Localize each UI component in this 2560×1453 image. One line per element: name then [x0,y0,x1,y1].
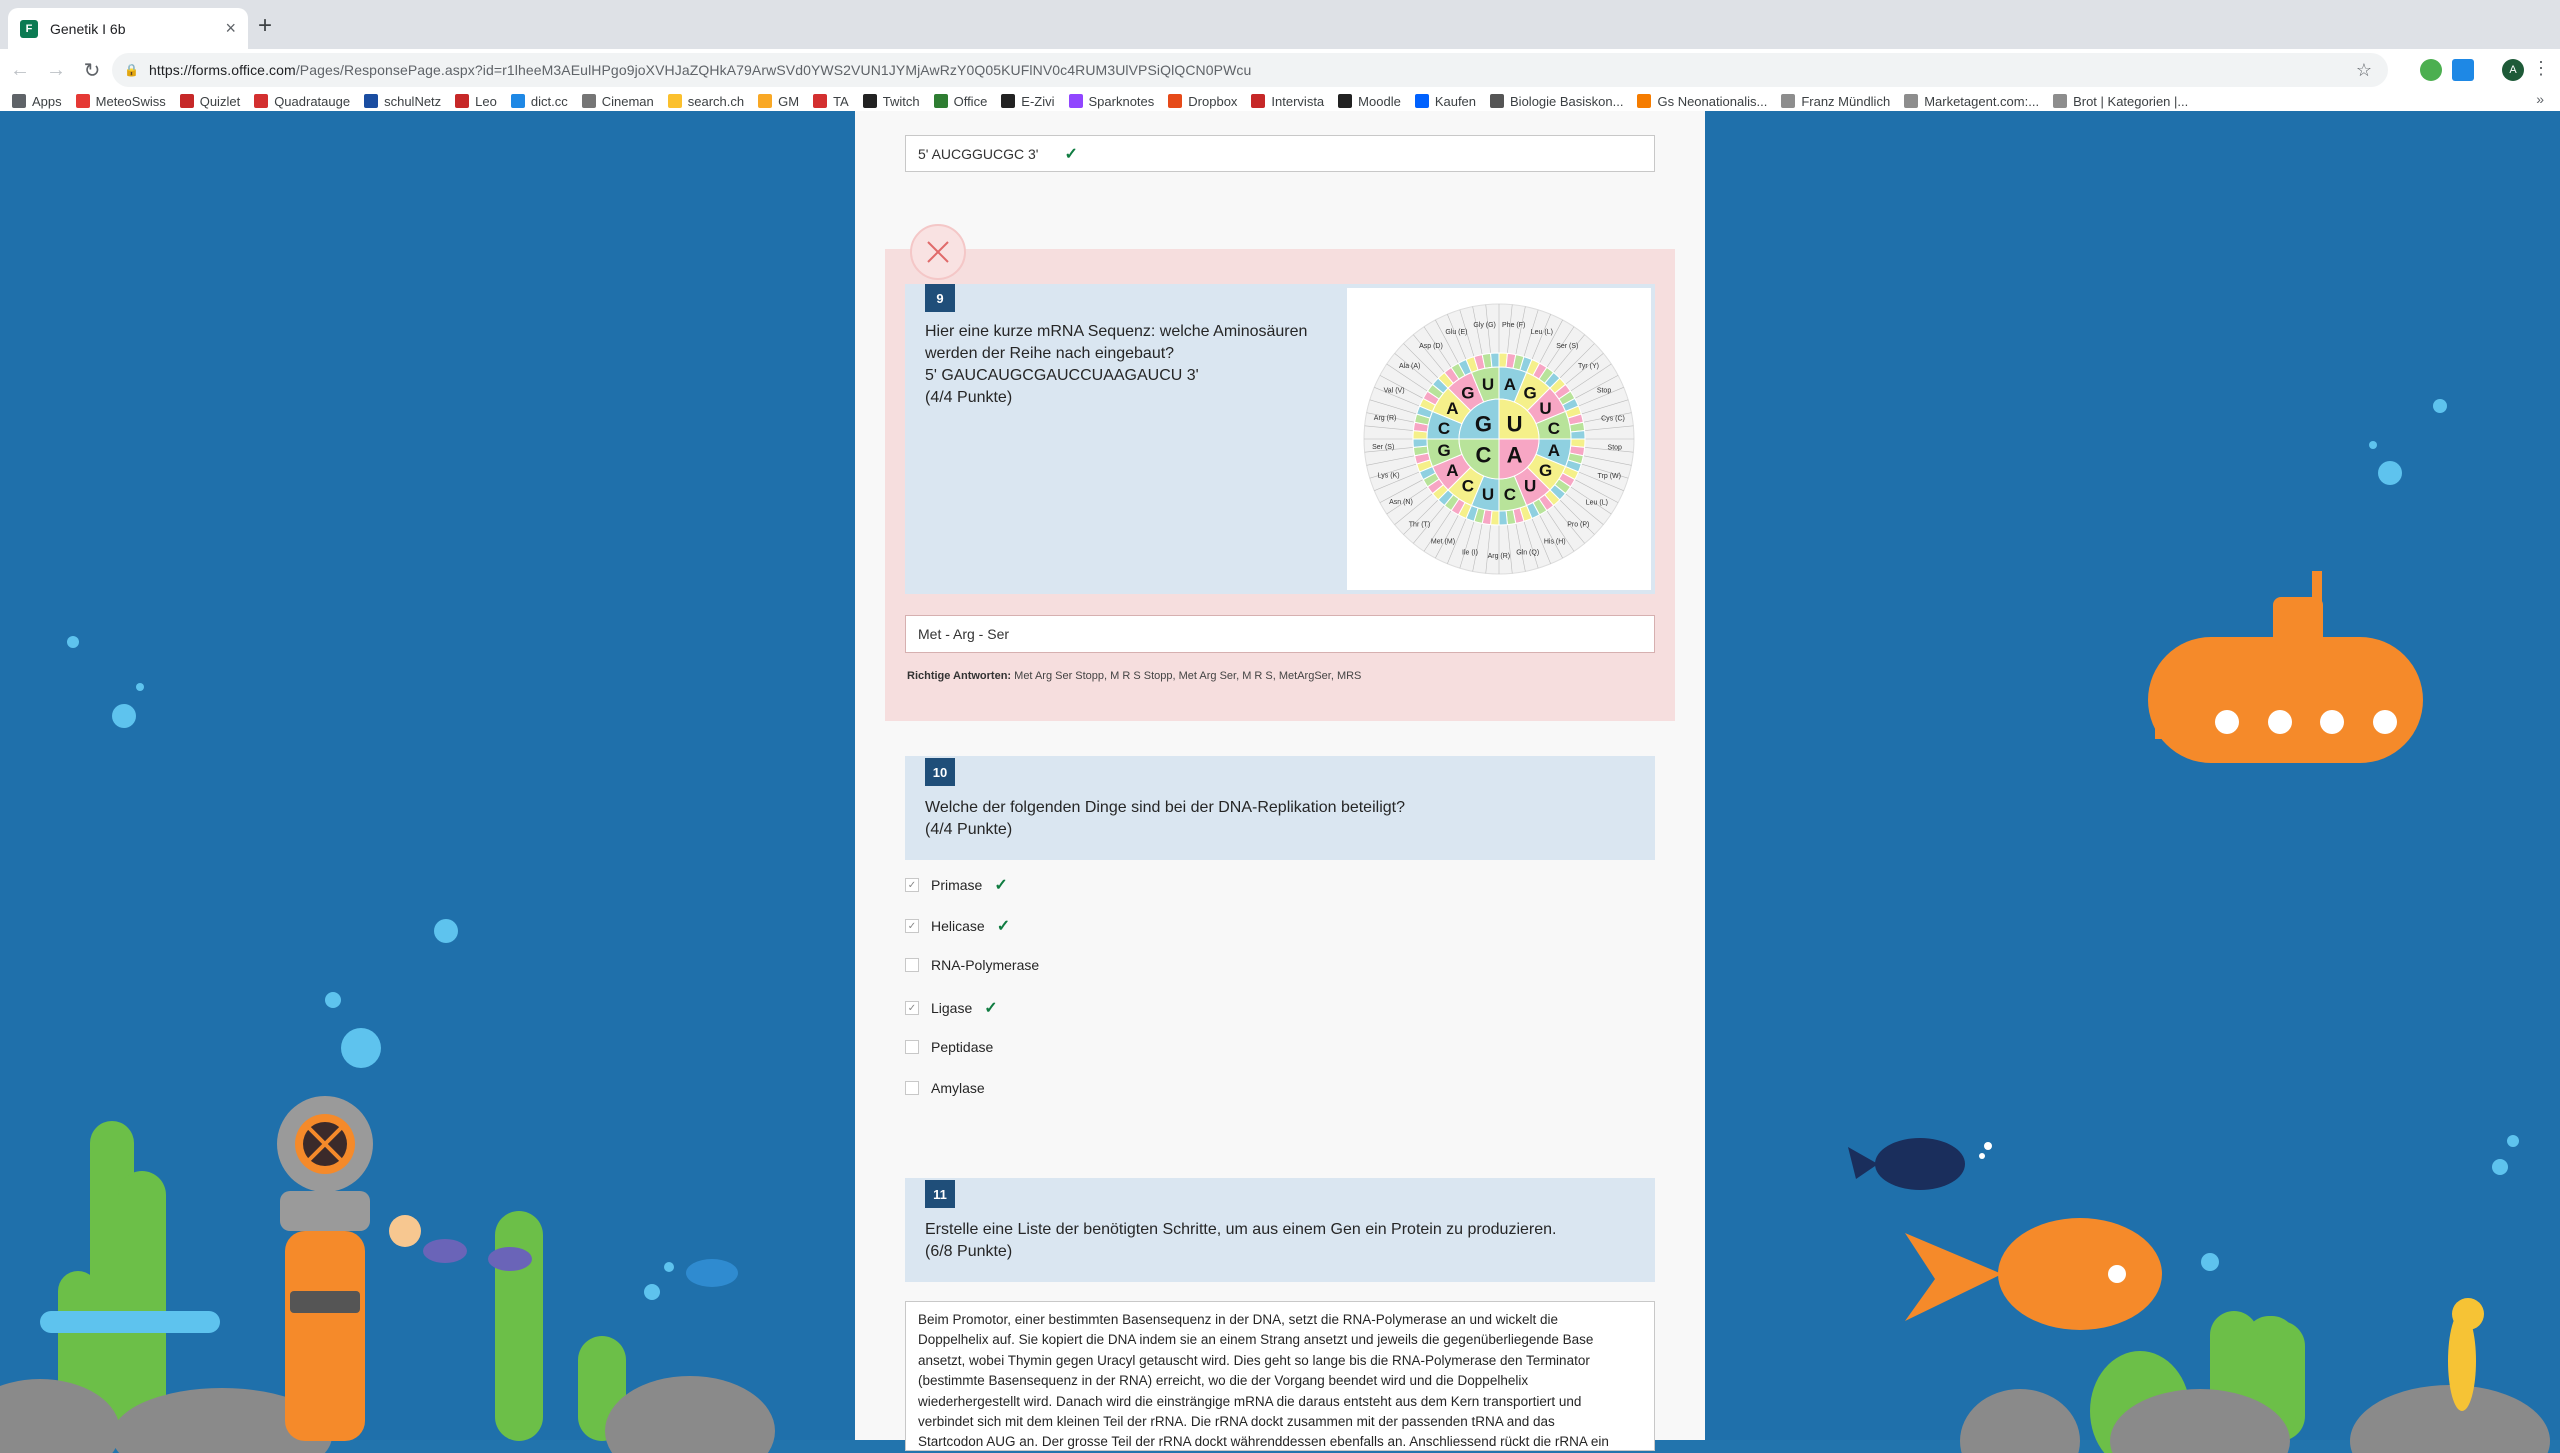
option-label: Primase [931,877,983,893]
checkbox[interactable] [905,1081,919,1095]
bookmark-favicon-icon [1415,94,1429,108]
wheel-amino-acid-label: Thr (T) [1408,521,1431,529]
bookmark-label: Franz Mündlich [1801,93,1891,109]
wheel-third-base-cell [1491,353,1499,367]
q11-card [905,1178,1655,1282]
wheel-second-base-label: U [1523,476,1537,496]
wheel-amino-acid-label: Ala (A) [1399,362,1421,370]
bookmark-favicon-icon [934,94,948,108]
wheel-second-base-label: C [1503,484,1517,504]
bookmark-favicon-icon [2053,94,2067,108]
wheel-amino-acid-label: Stop [1596,387,1612,395]
bookmark-label: Dropbox [1188,93,1238,109]
q10-option[interactable] [905,998,998,1018]
question-number-badge: 11 [925,1180,955,1208]
q10-question-text: Welche der folgenden Dinge sind bei der DNA-Replikation beteiligt? (4/4 Punkte) [925,799,1405,838]
bookmark-favicon-icon [1251,94,1265,108]
wheel-second-base-label: U [1481,484,1495,504]
bookmark-label: Sparknotes [1088,93,1155,109]
bookmark-label: schulNetz [384,93,442,109]
essay-line: Doppelhelix auf. Sie kopiert die DNA indem sie an einem Strang ansetzt und jeweils die gegenüberliegende Base [918,1332,1594,1348]
wheel-second-base-label: G [1538,461,1553,481]
bookmark-item[interactable] [1637,94,1767,109]
essay-line: Startcodon AUG an. Der grosse Teil der rRNA dockt währenddessen ebenfalls an. Anschliessend rückt die rRNA ein [918,1434,1609,1450]
close-tab-icon[interactable]: × [225,18,236,38]
bookmark-item[interactable] [1168,94,1237,109]
wheel-amino-acid-label: Tyr (Y) [1577,363,1599,371]
wheel-first-base-label: A [1506,442,1523,468]
wheel-first-base-label: U [1506,411,1523,437]
bookmark-label: GM [778,93,800,109]
bookmark-label: E-Zivi [1021,93,1055,109]
wheel-second-base-label: A [1503,375,1517,395]
bookmark-favicon-icon [364,94,378,108]
wheel-amino-acid-label: Ser (S) [1372,444,1395,452]
wheel-third-base-cell [1571,431,1585,439]
bookmarks-bar [0,91,2560,111]
address-bar[interactable] [112,53,2388,87]
wheel-amino-acid-label: Met (M) [1430,538,1456,546]
browser-toolbar [0,49,2560,91]
bookmark-item[interactable] [1490,94,1623,109]
new-tab-icon[interactable]: + [258,12,273,39]
wheel-second-base-label: C [1437,419,1451,439]
bookmark-favicon-icon [1338,94,1352,108]
wheel-second-base-label: A [1446,398,1459,418]
bookmark-favicon-icon [813,94,827,108]
wheel-amino-acid-label: Cys (C) [1601,415,1625,423]
wheel-first-base-label: G [1474,411,1493,437]
bookmark-label: Marketagent.com:... [1924,93,2040,109]
bookmark-label: Apps [32,93,62,109]
wheel-amino-acid-label: Ser (S) [1556,343,1579,351]
wheel-amino-acid-label: Asn (N) [1389,499,1413,507]
question-number-badge: 9 [925,284,955,312]
q9-card [905,284,1655,594]
bookmark-favicon-icon [582,94,596,108]
bookmark-favicon-icon [668,94,682,108]
url-text: https://forms.office.com/Pages/ResponsePage.aspx?id=r1lheeM3AEulHPgo9joXVHJaZQHkA79ArwSVd0YWS2VUN1JYMjAwRzY0Q05KUFlNV0c4RUM3UlVPSiQlQCN0PWcu [148,62,1252,78]
bookmark-favicon-icon [863,94,877,108]
q10-option[interactable] [905,916,1010,936]
incorrect-badge [910,224,966,280]
form-response-page [855,111,1705,1450]
bookmark-favicon-icon [180,94,194,108]
bookmark-favicon-icon [758,94,772,108]
q8-answer-field[interactable] [905,135,1655,172]
wheel-second-base-label: U [1539,398,1552,418]
bookmark-item[interactable] [511,94,568,109]
forward-icon[interactable]: → [46,58,66,81]
bookmark-item[interactable] [863,94,920,109]
q10-option[interactable] [905,957,1039,973]
wheel-third-base-cell [1499,511,1507,525]
bookmark-favicon-icon [1781,94,1795,108]
bookmark-favicon-icon [455,94,469,108]
bookmark-favicon-icon [511,94,525,108]
bookmark-label: Office [953,93,988,109]
wheel-amino-acid-label: Trp (W) [1597,472,1622,480]
bookmark-favicon-icon [1001,94,1015,108]
question-number-badge: 10 [925,758,955,786]
bookmark-item[interactable] [1338,94,1401,109]
bookmark-item[interactable] [1069,94,1155,109]
bookmark-item[interactable] [455,94,497,109]
correct-check-icon: ✓ [984,1000,998,1017]
wheel-second-base-label: G [1437,440,1451,460]
wheel-amino-acid-label: Ile (I) [1462,549,1478,557]
option-label: Peptidase [931,1039,994,1055]
bookmark-label: Kaufen [1434,93,1477,109]
q10-card [905,756,1655,860]
option-label: Helicase [931,918,985,934]
essay-line: wiederhergestellt wird. Danach wird die einsträngige mRNA die daraus entsteht aus dem Kern transportiert und [918,1393,1582,1409]
bookmark-item[interactable] [364,94,441,109]
q9-correct-answers: Richtige Antworten: Met Arg Ser Stopp, M R S Stopp, Met Arg Ser, M R S, MetArgSer, MRS [907,670,1362,682]
bookmark-label: Moodle [1358,93,1401,109]
wheel-second-base-label: G [1523,383,1537,403]
bookmark-item[interactable] [2053,94,2188,109]
wheel-amino-acid-label: Lys (K) [1377,472,1400,480]
wheel-amino-acid-label: Arg (R) [1487,552,1511,560]
close-x-icon [925,239,951,265]
menu-kebab-icon[interactable]: ⋮ [2532,58,2550,78]
back-icon[interactable]: ← [10,58,30,81]
wheel-third-base-cell [1413,439,1427,447]
wheel-amino-acid-label: Gln (Q) [1516,549,1540,557]
checkbox[interactable] [905,1040,919,1054]
bookmark-item[interactable] [1904,94,2039,109]
option-label: Amylase [931,1080,985,1096]
wheel-second-base-label: C [1461,476,1475,496]
bookmark-item[interactable] [813,94,849,109]
correct-check-icon: ✓ [994,877,1008,894]
wheel-amino-acid-label: His (H) [1543,538,1566,546]
wheel-second-base-label: C [1547,419,1561,439]
reload-icon[interactable]: ↻ [83,59,101,82]
wheel-amino-acid-label: Leu (L) [1585,499,1608,507]
forms-favicon-icon: F [20,20,38,38]
wheel-second-base-label: U [1481,375,1495,395]
wheel-second-base-label: G [1461,383,1475,403]
wheel-amino-acid-label: Glu (E) [1445,329,1468,337]
tab-title: Genetik I 6b [50,20,126,37]
bookmark-label: MeteoSwiss [95,93,166,109]
bookmark-item[interactable] [582,94,654,109]
bookmark-item[interactable] [12,94,62,109]
q10-option[interactable] [905,1039,993,1055]
codon-wheel-diagram [1347,288,1651,590]
essay-line: (bestimmte Basensequenz in der RNA) erreicht, wo die der Vorgang beendet wird und die Doppelhelix [918,1373,1529,1389]
lock-icon: 🔒 [124,63,139,77]
option-label: RNA-Polymerase [931,957,1040,973]
bookmark-label: search.ch [687,93,745,109]
bookmark-label: dict.cc [530,93,568,109]
q10-option[interactable] [905,875,1008,895]
q11-answer-textarea[interactable] [905,1301,1655,1451]
wheel-amino-acid-label: Leu (L) [1530,329,1553,337]
option-label: Ligase [931,1000,973,1016]
wheel-amino-acid-label: Val (V) [1383,387,1405,395]
essay-line: ansetzt, wobei Thymin gegen Uracyl getauscht wird. Dies geht so lange bis die RNA-Polymerase den Terminator [918,1352,1590,1368]
wheel-amino-acid-label: Phe (F) [1502,321,1526,329]
wheel-second-base-label: A [1547,440,1561,460]
correct-check-icon: ✓ [1064,145,1078,163]
bookmark-favicon-icon [76,94,90,108]
wheel-amino-acid-label: Stop [1607,444,1622,452]
bookmark-item[interactable] [1415,94,1476,109]
bookmark-item[interactable] [76,94,166,109]
profile-avatar[interactable]: A [2502,59,2524,81]
bookmark-favicon-icon [254,94,268,108]
bookmark-item[interactable] [254,94,350,109]
extension-icon[interactable] [2420,59,2442,81]
essay-line: Beim Promotor, einer bestimmten Basensequenz in der DNA, setzt die RNA-Polymerase an und wickelt die [918,1312,1559,1327]
bookmark-label: Leo [475,93,497,109]
bookmark-favicon-icon [1490,94,1504,108]
checkbox[interactable]: ✓ [905,919,919,933]
bookmark-item[interactable] [668,94,744,109]
wheel-first-base-label: C [1475,442,1492,468]
wheel-second-base-label: A [1446,461,1459,481]
bookmark-favicon-icon [1637,94,1651,108]
bookmark-label: Brot | Kategorien |... [2073,93,2189,109]
bookmark-star-icon[interactable]: ☆ [2355,59,2372,80]
bookmark-item[interactable] [1001,94,1054,109]
wheel-amino-acid-label: Asp (D) [1419,343,1443,351]
essay-line: verbindet sich mit dem kleinen Teil der rRNA. Die rRNA dockt zusammen mit der passenden tRNA and das [918,1414,1555,1430]
bookmark-label: Cineman [601,93,654,109]
checkbox[interactable]: ✓ [905,1001,919,1015]
bookmark-favicon-icon [1069,94,1083,108]
bookmark-item[interactable] [934,94,988,109]
bookmark-item[interactable] [758,94,799,109]
bookmark-label: Quadratauge [274,93,351,109]
q10-option[interactable] [905,1080,985,1096]
q8-answer-text: 5' AUCGGUCGC 3' [918,145,1039,162]
checkbox[interactable]: ✓ [905,878,919,892]
q9-question-text: Hier eine kurze mRNA Sequenz: welche Aminosäuren werden der Reihe nach eingebaut? 5' GAUCAUGCGAUCCUAAGAUCU 3' (4/4 Punkte) [925,323,1308,406]
bookmark-label: Quizlet [199,93,241,109]
bookmark-item[interactable] [1251,94,1324,109]
q9-answer-text: Met - Arg - Ser [918,626,1010,642]
checkbox[interactable] [905,958,919,972]
bookmark-label: TA [833,93,849,109]
browser-tabstrip [0,0,2560,49]
bookmark-label: Biologie Basiskon... [1510,93,1624,109]
bookmark-favicon-icon [12,94,26,108]
wheel-amino-acid-label: Arg (R) [1373,415,1397,423]
bookmarks-overflow-icon[interactable]: » [2536,91,2544,107]
bookmark-label: Twitch [882,93,920,109]
q9-answer-field[interactable] [905,615,1655,653]
bookmark-favicon-icon [1904,94,1918,108]
bookmark-favicon-icon [1168,94,1182,108]
q11-question-text: Erstelle eine Liste der benötigten Schritte, um aus einem Gen ein Protein zu produzieren. (6/8 Punkte) [925,1221,1557,1260]
browser-tab[interactable] [8,8,248,49]
extension-icon[interactable] [2452,59,2474,81]
wheel-amino-acid-label: Gly (G) [1473,321,1496,329]
codon-wheel-image [1347,288,1651,590]
bookmark-label: Intervista [1271,93,1325,109]
bookmark-label: Gs Neonationalis... [1657,93,1768,109]
bookmark-item[interactable] [1781,94,1890,109]
correct-check-icon: ✓ [996,918,1011,935]
wheel-amino-acid-label: Pro (P) [1567,521,1590,529]
bookmark-item[interactable] [180,94,240,109]
